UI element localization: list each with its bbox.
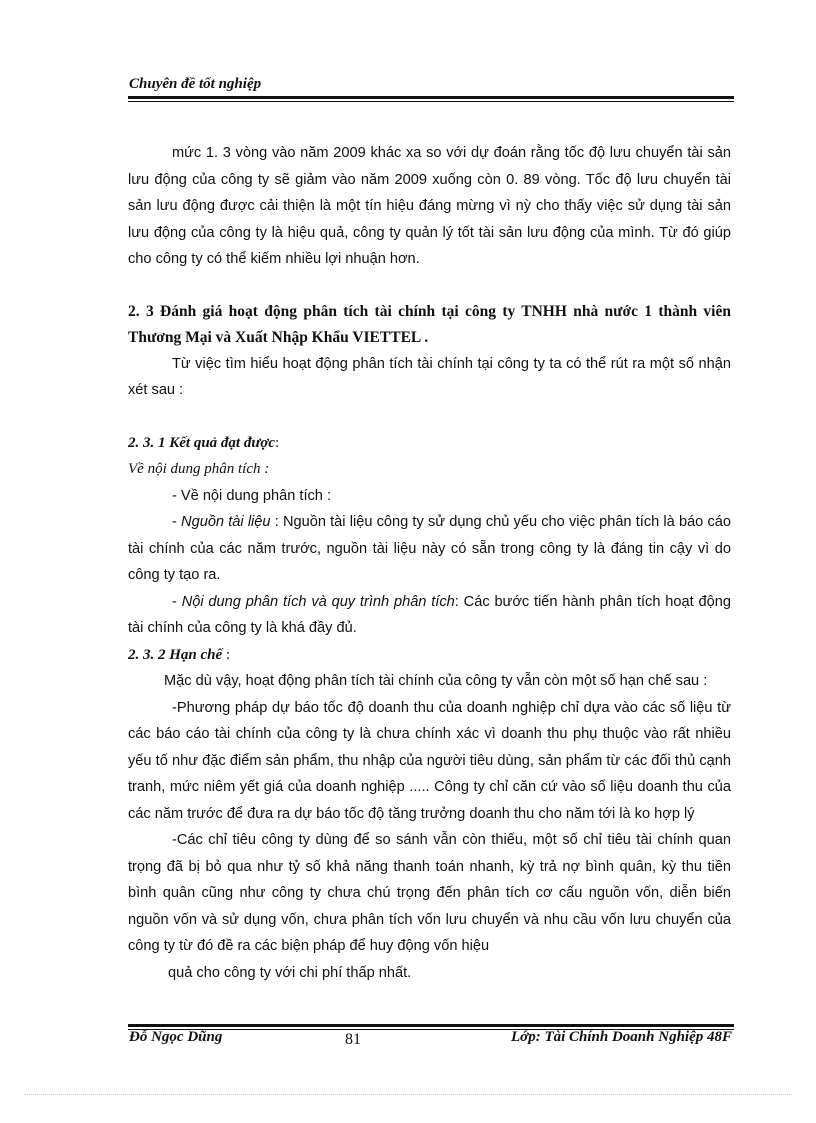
sources-text: : Nguồn tài liệu công ty sử dụng chủ yếu cho việc phân tích là báo cáo tài chính của các năm trước, nguồn tài liệu này có sẵn trong công ty là đáng tin cậy vì do công ty tạo ra. [128, 514, 732, 583]
list-item-sources: - Nguồn tài liệu : Nguồn tài liệu công ty sử dụng chủ yếu cho việc phân tích là báo cáo tài chính của các năm trước, nguồn tài liệu này có sẵn trong công ty là đáng tin cậy vì do công ty tạo ra. [128, 514, 732, 583]
section-heading-2-3: 2. 3 Đánh giá hoạt động phân tích tài chính tại công ty TNHH nhà nước 1 thành viên Thương Mại và Xuất Nhập Khẩu VIETTEL . [128, 302, 731, 346]
paragraph-limitations: Mặc dù vậy, hoạt động phân tích tài chính của công ty vẫn còn một số hạn chế sau : [164, 673, 708, 689]
header-title: Chuyên đề tốt nghiệp [129, 76, 262, 92]
footer-rule [128, 1024, 734, 1027]
process-text: : Các bước tiến hành phân tích hoạt động tài chính của công ty là khá đầy đủ. [128, 593, 731, 636]
heading-limitations-colon: : [222, 646, 231, 663]
list-item-forecast-method: -Phương pháp dự báo tốc độ doanh thu của doanh nghiệp chỉ dựa vào các số liệu từ các báo cáo tài chính của công ty là chưa chính xác vì doanh thu phụ thuộc vào rất nhiều yếu tố như đặc điểm sản phẩm, thu nhập của người tiêu dùng, sản phẩm từ các đối thủ cạnh tranh, mức niêm yết giá của doanh nghiệp ..... Công ty chỉ căn cứ vào số liệu doanh thu của các năm trước để đưa ra dự báo tốc độ tăng trưởng doanh thu cho năm tới là ko hợp lý [128, 699, 731, 822]
footer-class: Lớp: Tài Chính Doanh Nghiệp 48F [510, 1029, 732, 1045]
heading-results: 2. 3. 1 Kết quả đạt được [128, 434, 276, 451]
header-rule [128, 96, 734, 99]
label-content: Về nội dung phân tích : [128, 461, 270, 477]
list-item-indicators: -Các chỉ tiêu công ty dùng để so sánh vẫn còn thiếu, một số chỉ tiêu tài chính quan trọng đã bị bỏ qua như tỷ số khả năng thanh toán nhanh, kỳ trả nợ bình quân, kỳ thu tiền bình quân cũng như công ty chưa chú trọng đến phân tích cơ cấu nguồn vốn, diễn biến nguồn vốn và sử dụng vốn, chưa phân tích vốn lưu chuyển và nhu cầu vốn lưu chuyển của công ty từ đó đề ra các biện pháp để huy động vốn hiệu [128, 832, 731, 954]
section-heading-2-3-2 [128, 642, 731, 669]
paragraph-turnover: mức 1. 3 vòng vào năm 2009 khác xa so với dự đoán rằng tốc độ lưu chuyển tài sản lưu động của công ty sẽ giảm vào năm 2009 xuống còn 0. 89 vòng. Tốc độ lưu chuyển tài sản lưu động được cải thiện là một tín hiệu đáng mừng vì nỳ cho thấy việc sử dụng tài sản lưu động của công ty là hiệu quả, công ty quản lý tốt tài sản lưu động của mình. Từ đó giúp cho công ty có thể kiếm nhiều lợi nhuận hơn. [128, 145, 731, 267]
list-item-indicators-end: quả cho công ty với chi phí thấp nhất. [168, 964, 412, 981]
list-item-content: - Về nội dung phân tích : [172, 487, 332, 504]
header-rule-thin [128, 101, 734, 102]
paragraph-intro: Từ việc tìm hiểu hoạt động phân tích tài chính tại công ty ta có thể rút ra một số nhận xét sau : [128, 355, 731, 398]
process-label: Nội dung phân tích và quy trình phân tích [181, 593, 455, 610]
heading-results-colon: : [275, 434, 280, 451]
section-heading-2-3-1 [128, 430, 731, 457]
footer-author: Đỗ Ngọc Dũng [129, 1029, 223, 1045]
heading-limitations: 2. 3. 2 Hạn chế [128, 646, 223, 663]
page-content [128, 140, 731, 986]
sources-label: Nguồn tài liệu [181, 514, 271, 530]
list-item-process: - Nội dung phân tích và quy trình phân tích: Các bước tiến hành phân tích hoạt động tài chính của công ty là khá đầy đủ. [128, 593, 731, 636]
page-number: 81 [345, 1031, 361, 1048]
page-bottom-divider [24, 1094, 792, 1095]
